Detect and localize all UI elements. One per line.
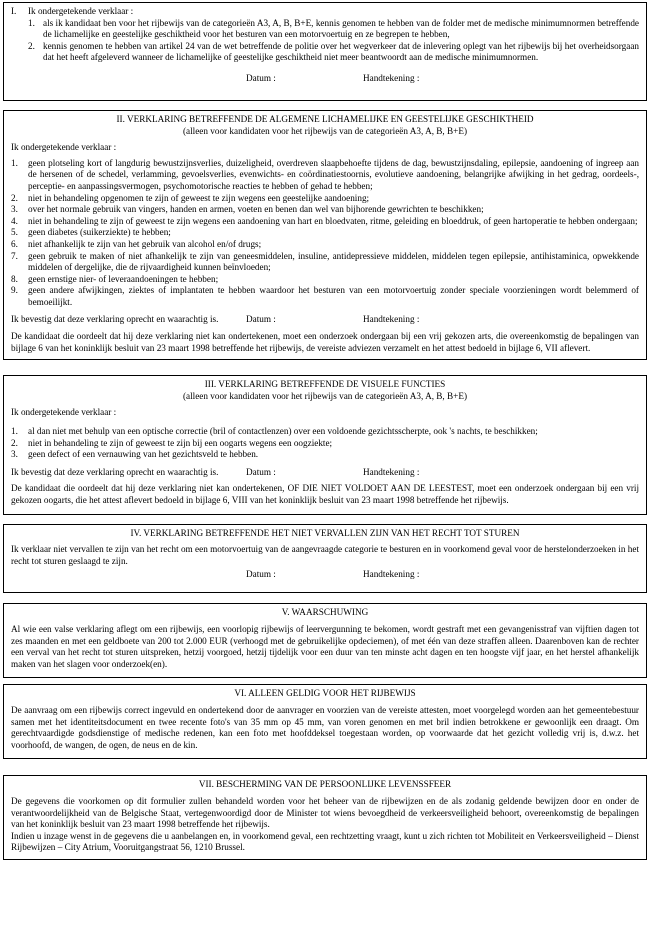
section-iii-title: III. VERKLARING BETREFFENDE DE VISUELE FUNCTIES <box>204 379 446 390</box>
handtekening-label: Handtekening : <box>363 569 420 580</box>
item-number: 2. <box>11 437 18 448</box>
declaration-item <box>11 426 639 438</box>
section-iv-body: Ik verklaar niet vervallen te zijn van het recht om een motorvoertuig van de aangevraagde categorie te besturen en in voorkomend geval voor de herstelonderzoeken in het recht tot sturen geslaagd te zijn. <box>11 544 639 566</box>
section-i-numeral: I. <box>11 6 17 16</box>
declaration-item <box>11 227 639 239</box>
section-ii-subtitle: (alleen voor kandidaten voor het rijbewijs van de categorieën A3, A, B, B+E) <box>182 125 468 136</box>
item-number: 2. <box>11 192 18 203</box>
item-text: geen defect of een vernauwing van het gezichtsveld te hebben. <box>28 449 259 460</box>
item-number: 3. <box>11 449 18 460</box>
section-v <box>3 603 647 678</box>
item-text: niet in behandeling te zijn of geweest te zijn wegens een aandoening van hart en bloedvaten, ritme, geleiding en bloeddruk, of geen hartoperatie te hebben ondergaan; <box>28 215 638 226</box>
section-ii <box>3 110 647 360</box>
declaration-item <box>11 204 639 216</box>
item-number: 4. <box>11 215 18 226</box>
item-text: geen diabetes (suikerziekte) te hebben; <box>28 227 171 238</box>
item-text: als ik kandidaat ben voor het rijbewijs van de categorieën A3, A, B, B+E, kennis genomen te hebben van de folder met de medische minimumnormen betreffende de lichamelijke en geestelijke geschiktheid voor het besturen van een motorvoertuig en ze begrepen te hebben, <box>43 17 639 40</box>
handtekening-label: Handtekening : <box>363 466 420 477</box>
item-text: niet afhankelijk te zijn van het gebruik van alcohol en/of drugs; <box>28 238 262 249</box>
item-text: niet in behandeling opgenomen te zijn of geweest te zijn wegens een geestelijke aandoening; <box>28 192 370 203</box>
declaration-item <box>28 41 639 64</box>
section-v-title: V. WAARSCHUWING <box>281 607 369 618</box>
item-number: 8. <box>11 273 18 284</box>
item-number: 9. <box>11 285 18 296</box>
item-text: over het normale gebruik van vingers, handen en armen, voeten en benen dan wel van bijhorende gewrichten te beschikken; <box>28 204 484 215</box>
section-iii-lead: Ik ondergetekende verklaar : <box>11 407 117 418</box>
declaration-item <box>11 251 639 274</box>
section-iii <box>3 375 647 514</box>
item-number: 7. <box>11 250 18 261</box>
section-iv <box>3 524 647 594</box>
section-v-body: Al wie een valse verklaring aflegt om een rijbewijs, een voorlopig rijbewijs of leervergunning te bekomen, wordt gestraft met een gevangenisstraf van vijftien dagen tot zes maanden en met een geldboete van 200 tot 2.000 EUR (verhoogd met de gebruikelijke opdeciemen), of met één van deze straffen alleen. Daarenboven kan de rechter een verval van het recht tot sturen uitspreken, hetzij voorgoed, hetzij tijdelijk voor een duur van ten minste acht dagen en ten hoogste vijf jaar, en het herstel afhankelijk maken van het slagen voor onderzoek(en). <box>11 623 639 669</box>
section-vii-body-2: Indien u inzage wenst in de gegevens die u aanbelangen en, in voorkomend geval, een rechtzetting vraagt, kunt u zich richten tot Mobiliteit en Verkeersveiligheid – Dienst Rijbewijzen – City Atrium, Vooruitgangstraat 56, 1210 Brussel. <box>11 830 639 853</box>
section-vii <box>3 775 647 860</box>
item-text: geen plotseling kort of langdurig bewustzijnsverlies, duizeligheid, overdreven slaapbehoefte tijdens de dag, bewustzijnsdaling, epilepsie, aandoening of ingreep aan de hersenen of de schedel, verlamming, gevoelsverlies, evenwichts- en coördinatiestoornis, evolutieve aandoening, belangrijke afwijking in het gedrag, oordeels-, perceptie- en aanpassingsvermogen, psychomotorische reacties te hebben of gehad te hebben; <box>28 157 639 191</box>
section-vii-title: VII. BESCHERMING VAN DE PERSOONLIJKE LEVENSSFEER <box>198 779 452 790</box>
item-text: al dan niet met behulp van een optische correctie (bril of contactlenzen) over een voldoende gezichtsscherpte, ook 's nachts, te beschikken; <box>28 426 538 437</box>
section-vii-body-1: De gegevens die voorkomen op dit formulier zullen behandeld worden voor het beheer van de rijbewijzen en de als zodanig geldende bewijzen door en onder de verantwoordelijkheid van de Belgische Staat, vertegenwoordigd door de Minister tot wiens bevoegdheid de verkeersveiligheid behoort, overeenkomstig de bepalingen van het koninklijk besluit van 23 maart 1998 betreffende het rijbewijs. <box>11 795 639 830</box>
item-text: geen gebruik te maken of niet afhankelijk te zijn van geneesmiddelen, insuline, antidepressieve middelen, middelen tegen epilepsie, antihistaminica, opwekkende middelen of dergelijke, die de rijvaardigheid kunnen beïnvloeden; <box>28 250 639 273</box>
section-i <box>3 2 647 101</box>
item-number: 1. <box>11 157 18 168</box>
item-text: geen ernstige nier- of leveraandoeningen te hebben; <box>28 273 219 284</box>
signature-row <box>11 569 639 581</box>
item-number: 2. <box>28 40 35 51</box>
handtekening-label: Handtekening : <box>363 314 420 325</box>
declaration-item <box>11 274 639 286</box>
item-number: 6. <box>11 238 18 249</box>
document-page <box>0 2 650 931</box>
section-ii-lead: Ik ondergetekende verklaar : <box>11 142 117 153</box>
item-number: 5. <box>11 227 18 238</box>
declaration-item <box>28 18 639 41</box>
item-text: geen andere afwijkingen, ziektes of implantaten te hebben waardoor het besturen van een motorvoertuig zonder speciale voorzieningen wordt belemmerd of bemoeilijkt. <box>28 285 639 307</box>
item-number: 1. <box>28 17 35 28</box>
declaration-item <box>11 285 639 308</box>
confirm-row <box>11 314 639 326</box>
section-i-lead: Ik ondergetekende verklaar : <box>28 6 134 16</box>
signature-row <box>11 73 639 85</box>
datum-label: Datum : <box>246 569 276 580</box>
item-number: 1. <box>11 426 18 437</box>
datum-label: Datum : <box>246 314 276 325</box>
datum-label: Datum : <box>246 466 276 477</box>
declaration-item <box>11 438 639 450</box>
datum-label: Datum : <box>246 72 276 83</box>
item-text: kennis genomen te hebben van artikel 24 van de wet betreffende de politie over het wegverkeer dat de inlevering oplegt van het rijbewijs bij het overheidsorgaan dat het heeft afgeleverd wanneer de lichamelijke of geestelijke geschiktheid niet meer beantwoordt aan de medische minimumnormen. <box>43 40 639 63</box>
confirm-statement: Ik bevestig dat deze verklaring oprecht en waarachtig is. <box>11 466 219 477</box>
section-vi-title: VI. ALLEEN GELDIG VOOR HET RIJBEWIJS <box>234 688 416 699</box>
handtekening-label: Handtekening : <box>363 72 420 83</box>
confirm-statement: Ik bevestig dat deze verklaring oprecht en waarachtig is. <box>11 314 219 325</box>
section-vi-body: De aanvraag om een rijbewijs correct ingevuld en ondertekend door de aanvrager en voorzien van de vereiste attesten, moet voorgelegd worden aan het gemeentebestuur samen met het identiteitsdocument en twee recente foto's van 35 mm op 45 mm, van voren genomen en met bril indien betrokkene er gewoonlijk een draagt. Om gerechtvaardigde godsdienstige of medische redenen, kan een foto met hoofddeksel toegestaan worden, op voorwaarde dat het gezicht volledig vrij is, d.w.z. het voorhoofd, de wangen, de ogen, de neus en de kin. <box>11 704 639 750</box>
declaration-item <box>11 239 639 251</box>
declaration-item <box>11 158 639 193</box>
section-iv-title: IV. VERKLARING BETREFFENDE HET NIET VERVALLEN ZIJN VAN HET RECHT TOT STUREN <box>130 527 520 538</box>
declaration-item <box>11 449 639 461</box>
item-text: niet in behandeling te zijn of geweest te zijn bij een oogarts wegens een oogziekte; <box>28 437 333 448</box>
declaration-item <box>11 216 639 228</box>
confirm-row <box>11 467 639 479</box>
section-iii-subtitle: (alleen voor kandidaten voor het rijbewijs van de categorieën A3, A, B, B+E) <box>182 390 468 401</box>
declaration-item <box>11 193 639 205</box>
item-number: 3. <box>11 204 18 215</box>
section-vi <box>3 684 647 759</box>
section-ii-title: II. VERKLARING BETREFFENDE DE ALGEMENE LICHAMELIJKE EN GEESTELIJKE GESCHIKTHEID <box>116 113 534 124</box>
doctor-referral-note: De kandidaat die oordeelt dat hij deze verklaring niet kan ondertekenen, moet een onderzoek ondergaan bij een vrij gekozen arts, die overeenkomstig de bepalingen van bijlage 6 van het koninklijk besluit van 23 maart 1998 betreffende het rijbewijs, de vereiste adviezen verzamelt en het attest bedoeld in bijlage 6, VII aflevert. <box>11 331 639 353</box>
eye-doctor-referral-note: De kandidaat die oordeelt dat hij deze verklaring niet kan ondertekenen, OF DIE NIET VOLDOET AAN DE LEESTEST, moet een onderzoek ondergaan bij een vrij gekozen oogarts, die het attest aflevert bedoeld in bijlage 6, VIII van het koninklijk besluit van 23 maart 1998 betreffende het rijbewijs. <box>11 483 639 505</box>
